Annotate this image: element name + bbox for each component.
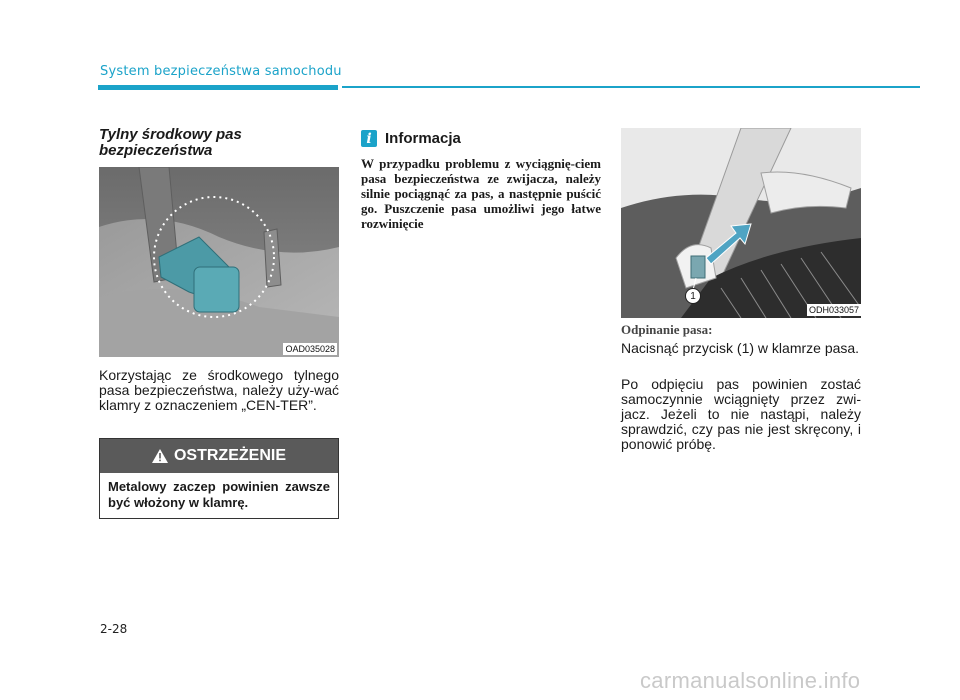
info-label: Informacja xyxy=(385,130,461,147)
page-number: 2-28 xyxy=(100,622,128,636)
header-rule xyxy=(342,86,920,88)
info-heading xyxy=(361,130,461,147)
seat-belt-buckle-illustration xyxy=(99,167,339,357)
figure-code-2: ODH033057 xyxy=(808,305,859,315)
warning-triangle-icon xyxy=(152,449,168,463)
warning-label: OSTRZEŻENIE xyxy=(173,447,286,464)
right-paragraph-1-block xyxy=(621,341,861,356)
unbuckling-subheading: Odpinanie pasa: xyxy=(621,322,713,337)
section-title: System bezpieczeństwa samochodu xyxy=(100,64,342,79)
right-paragraph-1: Nacisnąć przycisk (1) w klamrze pasa. xyxy=(621,340,860,356)
figure-unbuckling xyxy=(621,128,861,318)
right-paragraph-2-block xyxy=(621,377,861,452)
info-text: W przypadku problemu z wyciągnię-ciem pasa bezpieczeństwa ze zwijacza, należy silnie pociągnąć za pas, a następnie puścić go. Puszczenie pasa umożliwi jego łatwe rozwinięcie xyxy=(361,156,601,231)
figure-code: OAD035028 xyxy=(285,344,335,354)
right-paragraph-2: Po odpięciu pas powinien zostać samoczynnie wciągnięty przez zwi-jacz. Jeżeli to nie nastąpi, należy sprawdzić, czy pas nie jest skręcony, i ponowić próbę. xyxy=(621,376,861,452)
unbuckling-illustration xyxy=(621,128,861,318)
figure-center-seat-belt xyxy=(99,167,339,357)
info-icon: i xyxy=(361,130,377,147)
header-accent-bar xyxy=(98,85,338,90)
section-heading: Tylny środkowy pas bezpieczeństwa xyxy=(99,126,242,159)
left-body-text-block xyxy=(99,368,339,413)
callout-number: 1 xyxy=(685,288,701,304)
left-body-paragraph: Korzystając ze środkowego tylnego pasa bezpieczeństwa, należy uży-wać klamry z oznaczeniem „CEN-TER”. xyxy=(99,367,339,413)
warning-header xyxy=(100,439,338,473)
left-column-heading-block xyxy=(99,127,339,159)
watermark: carmanualsonline.info xyxy=(640,668,861,693)
warning-text: Metalowy zaczep powinien zawsze być włożony w klamrę. xyxy=(108,479,330,510)
warning-box xyxy=(99,438,339,519)
